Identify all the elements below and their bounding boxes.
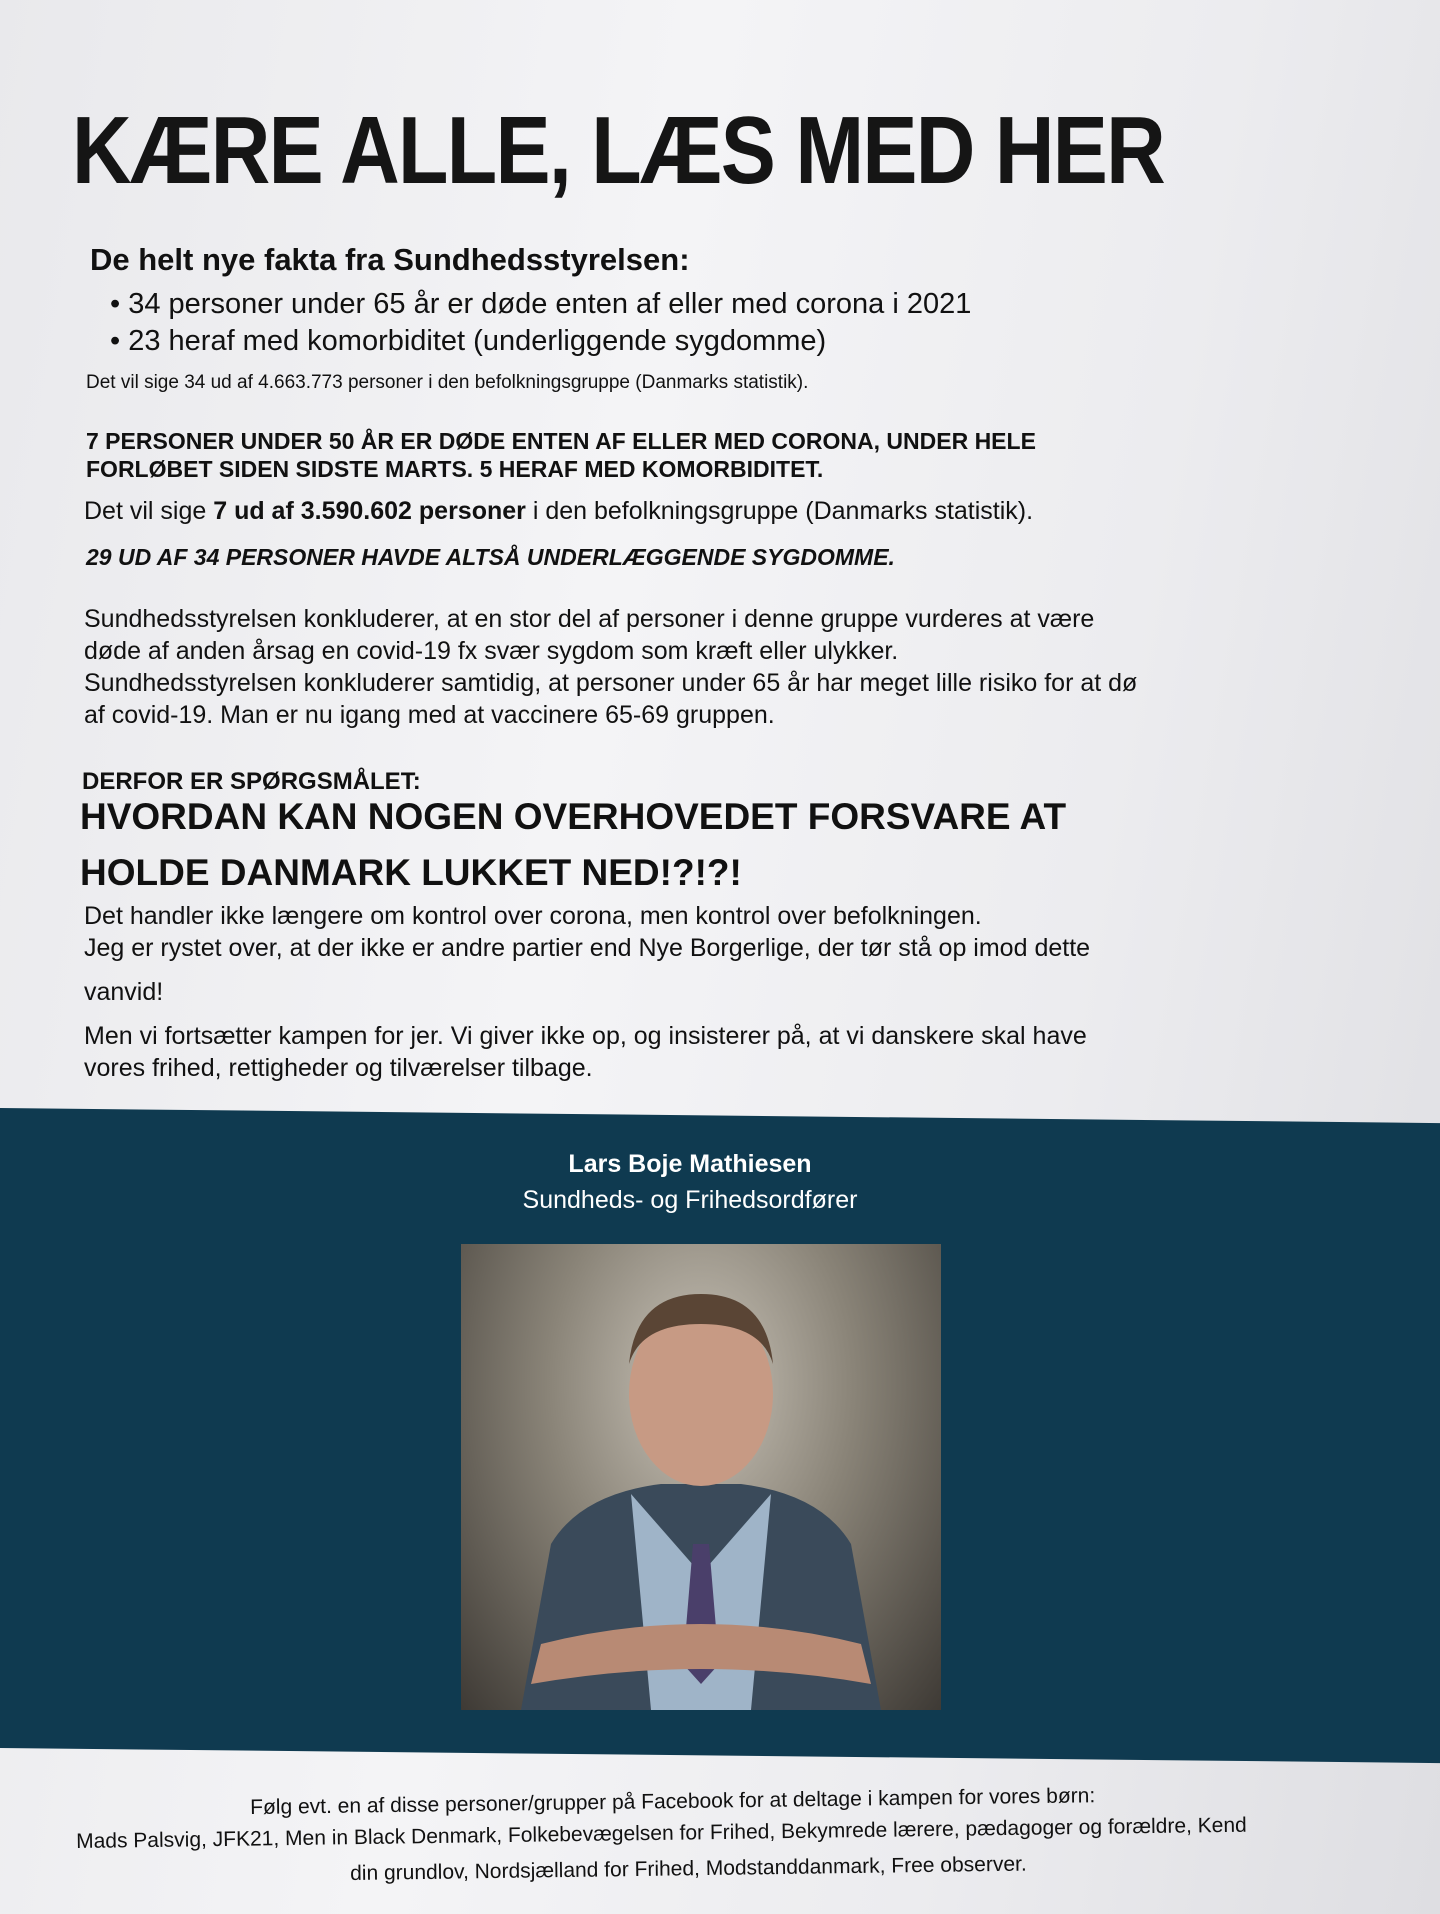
paragraph-line: Men vi fortsætter kampen for jer. Vi giver ikke op, og insisterer på, at vi danskere skal have	[84, 1022, 1087, 1050]
note-text: Det vil sige	[84, 497, 214, 525]
statistics-note-2	[84, 497, 1033, 526]
italic-statement: 29 UD AF 34 PERSONER HAVDE ALTSÅ UNDERLÆGGENDE SYGDOMME.	[86, 544, 895, 570]
facts-heading: De helt nye fakta fra Sundhedsstyrelsen:	[90, 242, 690, 277]
caps-statement: FORLØBET SIDEN SIDSTE MARTS. 5 HERAF MED KOMORBIDITET.	[86, 456, 824, 482]
flyer-title: KÆRE ALLE, LÆS MED HER	[72, 97, 1165, 204]
caps-statement: 7 PERSONER UNDER 50 ÅR ER DØDE ENTEN AF ELLER MED CORONA, UNDER HELE	[86, 428, 1036, 454]
signer-name: Lars Boje Mathiesen	[568, 1150, 812, 1178]
paragraph-line: Jeg er rystet over, at der ikke er andre partier end Nye Borgerlige, der tør stå op imod dette	[84, 934, 1091, 962]
paragraph-line: vores frihed, rettigheder og tilværelser tilbage.	[84, 1054, 593, 1082]
footer-line: din grundlov, Nordsjælland for Frihed, Modstanddanmark, Free observer.	[350, 1852, 1027, 1885]
paragraph-line: Det handler ikke længere om kontrol over corona, men kontrol over befolkningen.	[84, 902, 982, 930]
note-bold: 7 ud af 3.590.602 personer	[213, 497, 526, 525]
question-heading: HOLDE DANMARK LUKKET NED!?!?!	[80, 852, 742, 893]
note-text: i den befolkningsgruppe (Danmarks statistik).	[525, 497, 1034, 525]
question-lead: DERFOR ER SPØRGSMÅLET:	[82, 768, 421, 795]
portrait-illustration	[461, 1244, 941, 1710]
statistics-note: Det vil sige 34 ud af 4.663.773 personer i den befolkningsgruppe (Danmarks statistik).	[86, 372, 809, 393]
paragraph-line: Sundhedsstyrelsen konkluderer samtidig, at personer under 65 år har meget lille risiko for at dø	[84, 669, 1138, 697]
paragraph-line: vanvid!	[84, 978, 164, 1006]
signer-role: Sundheds- og Frihedsordfører	[522, 1186, 858, 1214]
fact-bullet: • 34 personer under 65 år er døde enten af eller med corona i 2021	[110, 288, 972, 320]
footer-line: Følg evt. en af disse personer/grupper på Facebook for at deltage i kampen for vores børn:	[250, 1784, 1096, 1819]
question-heading: HVORDAN KAN NOGEN OVERHOVEDET FORSVARE AT	[80, 796, 1067, 837]
paragraph-line: af covid-19. Man er nu igang med at vaccinere 65-69 gruppen.	[84, 701, 775, 729]
fact-bullet: • 23 heraf med komorbiditet (underliggende sygdomme)	[110, 325, 827, 357]
paragraph-line: døde af anden årsag en covid-19 fx svær sygdom som kræft eller ulykker.	[84, 637, 899, 665]
footer-line: Mads Palsvig, JFK21, Men in Black Denmark, Folkebevægelsen for Frihed, Bekymrede lærere, pædagoger og forældre, Kend	[76, 1813, 1247, 1853]
portrait-photo	[461, 1244, 941, 1710]
paragraph-line: Sundhedsstyrelsen konkluderer, at en stor del af personer i denne gruppe vurderes at være	[84, 605, 1095, 633]
